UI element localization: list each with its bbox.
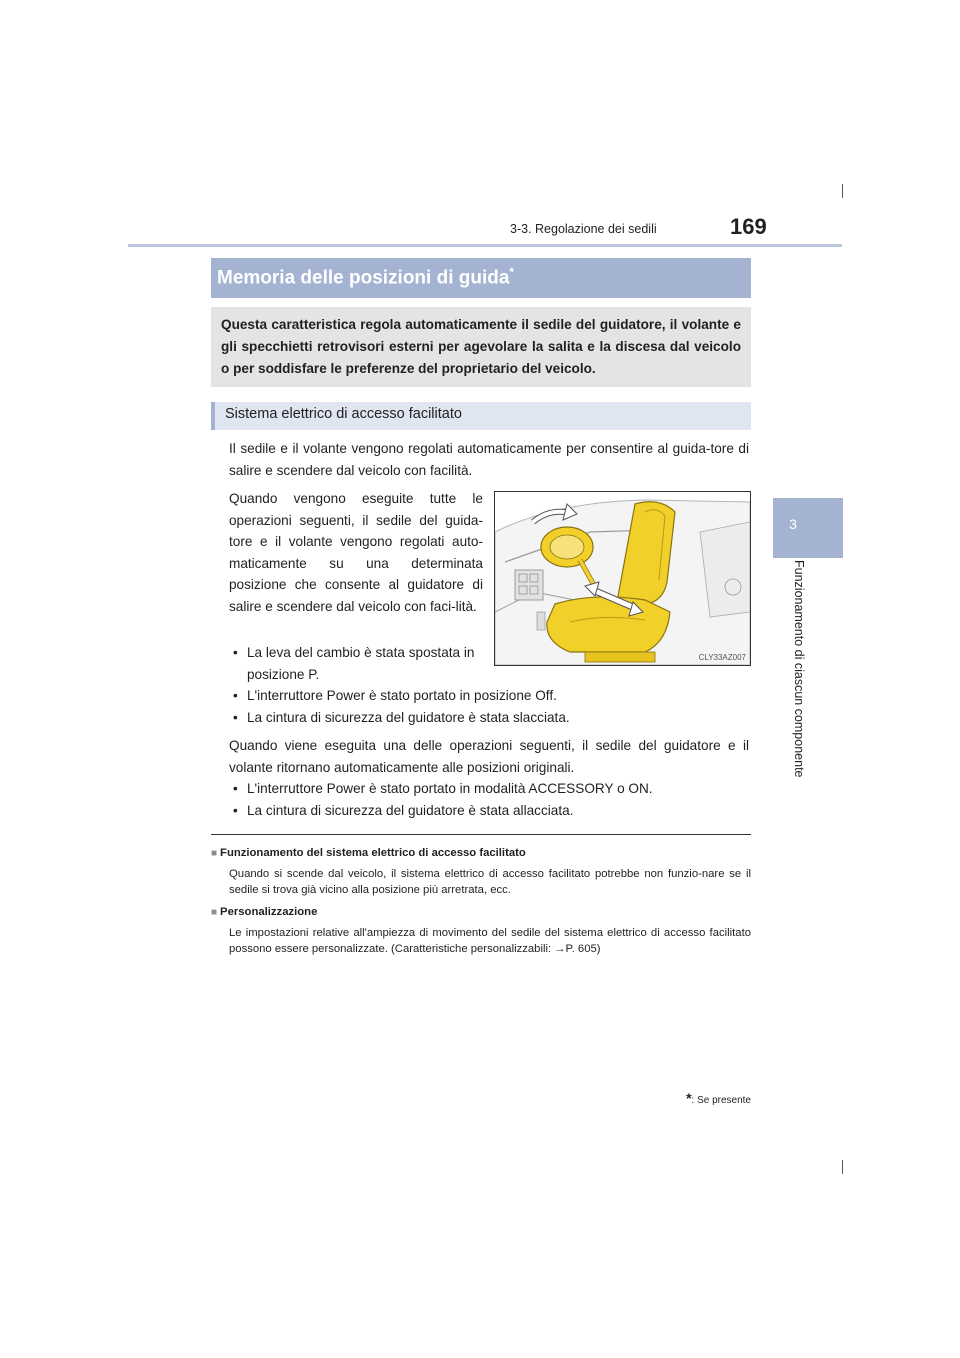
bullet-item: • L'interruttore Power è stato portato in modalità ACCESSORY o ON.	[229, 778, 747, 800]
intro-box	[211, 307, 751, 387]
crop-mark-top	[842, 184, 843, 198]
section-reference: 3-3. Regolazione dei sedili	[510, 222, 657, 236]
header-rule	[128, 244, 842, 247]
bullet-item: • La leva del cambio è stata spostata in posizione P.	[229, 642, 483, 685]
figure-code: CLY33AZ007	[698, 653, 746, 662]
chapter-title: Funzionamento di ciascun componente	[792, 560, 806, 778]
subsection-title: Sistema elettrico di accesso facilitato	[225, 406, 462, 422]
bullet-item: • La cintura di sicurezza del guidatore è stata allacciata.	[229, 800, 747, 822]
bullet-item: • L'interruttore Power è stato portato in posizione Off.	[229, 685, 747, 707]
footnote	[651, 1090, 751, 1106]
note-body: Le impostazioni relative all'ampiezza di movimento del sedile del sistema elettrico di accesso facilitato possono essere personalizzate. (Caratteristiche personalizzabili: →P. 605)	[229, 927, 751, 955]
note-heading: ■ Personalizzazione	[211, 904, 751, 921]
page-title	[217, 265, 514, 289]
paragraph-1: Il sedile e il volante vengono regolati automaticamente per consentire al guida-tore di salire e scendere dal veicolo con facilità.	[229, 441, 749, 478]
chapter-tab	[773, 498, 843, 558]
note-block	[211, 904, 751, 957]
footnote-text: : Se presente	[691, 1095, 751, 1106]
title-bar	[211, 258, 751, 298]
note-heading: ■ Funzionamento del sistema elettrico di accesso facilitato	[211, 845, 751, 862]
seat-diagram	[495, 492, 750, 665]
asterisk-icon: *	[686, 1090, 692, 1106]
page-number: 169	[730, 214, 767, 239]
page-title-text: Memoria delle posizioni di guida	[217, 267, 510, 289]
paragraph-3: Quando viene eseguita una delle operazioni seguenti, il sedile del guidatore e il volante ritornano automaticamente alle posizioni originali.	[229, 738, 749, 775]
chapter-number: 3	[789, 516, 797, 532]
paragraph-2: Quando vengono eseguite tutte le operazioni seguenti, il sedile del guida-tore e il volante vengono regolati auto-maticamente su una determinata posizione che consente al guidatore di salire e scendere dal veicolo con faci-lità.	[229, 491, 483, 614]
intro-text: Questa caratteristica regola automaticamente il sedile del guidatore, il volante e gli specchietti retrovisori esterni per agevolare la salita e la discesa dal veicolo o per soddisfare le preferenze del proprietario del veicolo.	[221, 317, 741, 376]
crop-mark-bottom	[842, 1160, 843, 1174]
bullet-item: • La cintura di sicurezza del guidatore è stata slacciata.	[229, 707, 747, 729]
note-block	[211, 845, 751, 898]
note-body: Quando si scende dal veicolo, il sistema elettrico di accesso facilitato potrebbe non funzio-nare se il sedile si trova già vicino alla posizione più arretrata, ecc.	[229, 868, 751, 896]
subsection-header	[211, 402, 751, 430]
seat-illustration	[494, 491, 751, 666]
asterisk-icon: *	[509, 265, 515, 279]
notes-divider	[211, 834, 751, 835]
